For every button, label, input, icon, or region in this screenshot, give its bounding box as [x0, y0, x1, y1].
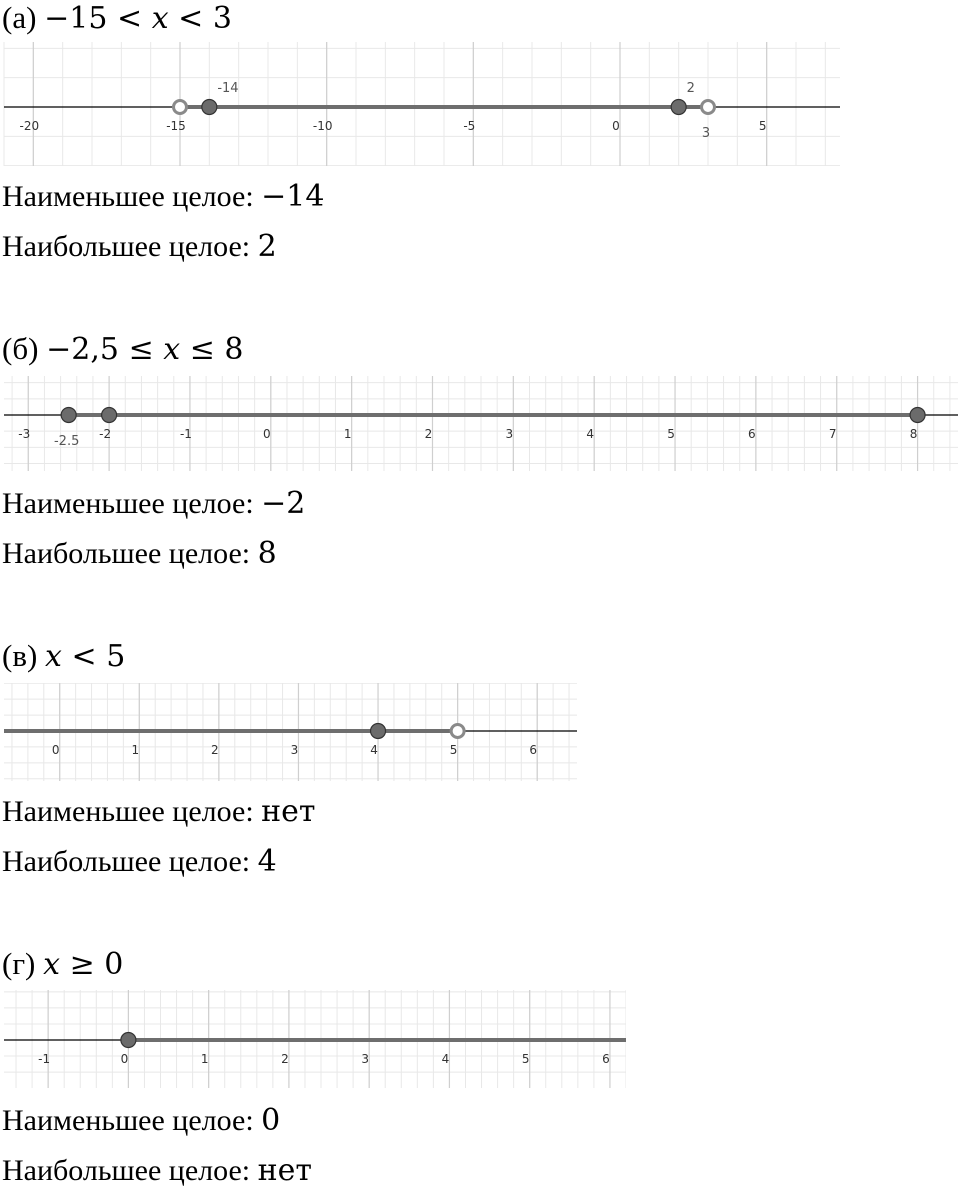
tick-label: 0 [262, 427, 271, 441]
inequality: x ≥ 0 [43, 947, 124, 982]
number-line-b [0, 376, 960, 471]
inequality: −15 < x < 3 [44, 1, 232, 36]
tick-label: -20 [19, 119, 40, 133]
tick-label: -2 [99, 427, 112, 441]
tick-label: 7 [828, 427, 837, 441]
tick-label: 1 [200, 1052, 209, 1066]
integer-point [371, 724, 386, 739]
problem-b-title [2, 331, 243, 368]
problem-label: (а) [2, 0, 37, 35]
point-label: -14 [217, 81, 239, 96]
closed-endpoint-to [910, 408, 925, 423]
tick-label: 1 [131, 743, 140, 757]
tick-label: 3 [290, 743, 299, 757]
tick-label: -1 [179, 427, 192, 441]
tick-label: 3 [505, 427, 514, 441]
tick-label: 2 [281, 1052, 289, 1066]
smallest-integer-d: Наименьшее целое: 0 [2, 1103, 281, 1138]
endpoint-label: -2.5 [53, 434, 80, 449]
tick-label: -3 [18, 427, 31, 441]
tick-label: 0 [612, 119, 620, 133]
tick-label: -1 [38, 1052, 51, 1066]
integer-point [671, 100, 686, 115]
tick-label: 4 [370, 743, 378, 757]
tick-label: -10 [312, 119, 333, 133]
problem-d-title [2, 946, 123, 983]
grid-major [33, 42, 766, 166]
largest-integer-a: Наибольшее целое: 2 [2, 229, 277, 264]
number-line-a [0, 42, 842, 166]
closed-endpoint-from [61, 408, 76, 423]
number-line-c [0, 683, 577, 781]
tick-label: 2 [211, 743, 219, 757]
problem-label: (в) [2, 638, 38, 673]
problem-c-title [2, 638, 125, 675]
smallest-integer-b: Наименьшее целое: −2 [2, 486, 306, 521]
tick-label: 5 [521, 1052, 530, 1066]
largest-integer-d: Наибольшее целое: нет [2, 1153, 313, 1188]
inequality: x < 5 [45, 639, 126, 674]
tick-label: 1 [343, 427, 352, 441]
endpoint-label: 3 [701, 126, 711, 141]
smallest-integer-a: Наименьшее целое: −14 [2, 179, 325, 214]
problem-a-title [2, 0, 232, 37]
tick-label: 5 [758, 119, 767, 133]
closed-endpoint-from [121, 1033, 136, 1048]
tick-label: 5 [667, 427, 675, 441]
largest-integer-b: Наибольшее целое: 8 [2, 536, 277, 571]
open-endpoint-to [702, 101, 715, 114]
smallest-integer-c: Наименьшее целое: нет [2, 794, 316, 829]
tick-label: 2 [424, 427, 433, 441]
largest-integer-c: Наибольшее целое: 4 [2, 844, 277, 879]
tick-label: 0 [120, 1052, 129, 1066]
grid-minor [4, 376, 958, 471]
tick-label: 8 [909, 427, 918, 441]
tick-label: -5 [463, 119, 476, 133]
grid-major [28, 376, 917, 471]
point-label: 2 [686, 81, 695, 96]
open-endpoint-to [451, 725, 464, 738]
number-line-d [0, 990, 626, 1088]
tick-label: -15 [166, 119, 186, 133]
open-endpoint-from [174, 101, 187, 114]
tick-label: 4 [586, 427, 595, 441]
tick-label: 5 [449, 743, 458, 757]
tick-label: 4 [441, 1052, 450, 1066]
inequality: −2,5 ≤ x ≤ 8 [46, 332, 244, 367]
tick-label: 6 [748, 427, 756, 441]
integer-point [102, 408, 117, 423]
tick-label: 6 [602, 1052, 610, 1066]
problem-label: (г) [2, 946, 36, 981]
tick-label: 6 [529, 743, 538, 757]
integer-point [202, 100, 217, 115]
tick-label: 3 [361, 1052, 369, 1066]
tick-label: 0 [51, 743, 60, 757]
problem-label: (б) [2, 331, 39, 366]
